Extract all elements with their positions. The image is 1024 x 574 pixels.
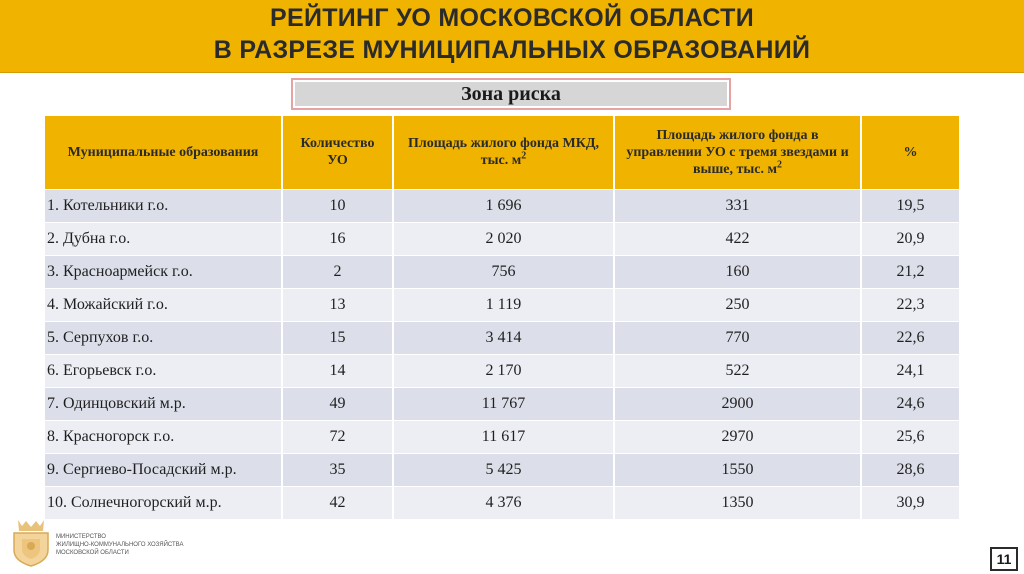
title-banner bbox=[0, 0, 1024, 73]
cell-percent: 20,9 bbox=[861, 222, 959, 255]
page-title-line-2: В РАЗРЕЗЕ МУНИЦИПАЛЬНЫХ ОБРАЗОВАНИЙ bbox=[213, 36, 811, 64]
cell-area-three-stars: 250 bbox=[614, 288, 861, 321]
coat-of-arms-icon bbox=[10, 516, 52, 568]
table-row bbox=[45, 255, 959, 288]
cell-municipality: 4. Можайский г.о. bbox=[45, 288, 282, 321]
cell-municipality: 6. Егорьевск г.о. bbox=[45, 354, 282, 387]
cell-municipality: 8. Красногорск г.о. bbox=[45, 420, 282, 453]
column-header-percent: % bbox=[861, 116, 959, 189]
cell-count: 10 bbox=[282, 189, 393, 222]
page-title bbox=[0, 2, 1024, 66]
cell-percent: 22,3 bbox=[861, 288, 959, 321]
cell-municipality: 2. Дубна г.о. bbox=[45, 222, 282, 255]
column-header-count: Количество УО bbox=[282, 116, 393, 189]
table-row bbox=[45, 486, 959, 519]
zone-label-box bbox=[291, 78, 731, 110]
cell-area-three-stars: 770 bbox=[614, 321, 861, 354]
cell-municipality: 10. Солнечногорский м.р. bbox=[45, 486, 282, 519]
cell-count: 72 bbox=[282, 420, 393, 453]
cell-area: 1 696 bbox=[393, 189, 614, 222]
cell-area-three-stars: 2970 bbox=[614, 420, 861, 453]
cell-area: 2 020 bbox=[393, 222, 614, 255]
table-row bbox=[45, 189, 959, 222]
cell-count: 13 bbox=[282, 288, 393, 321]
column-header-area-three-stars: Площадь жилого фонда в управлении УО с тремя звездами и выше, тыс. $м^2$ bbox=[614, 116, 861, 189]
rating-table bbox=[45, 116, 959, 519]
cell-percent: 28,6 bbox=[861, 453, 959, 486]
cell-municipality: 7. Одинцовский м.р. bbox=[45, 387, 282, 420]
cell-count: 2 bbox=[282, 255, 393, 288]
cell-percent: 25,6 bbox=[861, 420, 959, 453]
cell-area-three-stars: 422 bbox=[614, 222, 861, 255]
table-row bbox=[45, 354, 959, 387]
cell-municipality: 3. Красноармейск г.о. bbox=[45, 255, 282, 288]
cell-percent: 24,1 bbox=[861, 354, 959, 387]
column-header-area: Площадь жилого фонда МКД, тыс. $м^2$ bbox=[393, 116, 614, 189]
cell-percent: 22,6 bbox=[861, 321, 959, 354]
cell-area: 11 617 bbox=[393, 420, 614, 453]
cell-count: 42 bbox=[282, 486, 393, 519]
cell-area-three-stars: 331 bbox=[614, 189, 861, 222]
page-title-line-1: РЕЙТИНГ УО МОСКОВСКОЙ ОБЛАСТИ bbox=[270, 4, 754, 32]
cell-count: 35 bbox=[282, 453, 393, 486]
cell-area: 756 bbox=[393, 255, 614, 288]
cell-area-three-stars: 160 bbox=[614, 255, 861, 288]
cell-area-three-stars: 2900 bbox=[614, 387, 861, 420]
ministry-caption: МИНИСТЕРСТВО ЖИЛИЩНО-КОММУНАЛЬНОГО ХОЗЯЙСТВА МОСКОВСКОЙ ОБЛАСТИ bbox=[56, 534, 184, 556]
cell-area: 5 425 bbox=[393, 453, 614, 486]
cell-percent: 21,2 bbox=[861, 255, 959, 288]
zone-label: Зона риска bbox=[461, 83, 561, 105]
table-row bbox=[45, 453, 959, 486]
table-row bbox=[45, 420, 959, 453]
cell-municipality: 5. Серпухов г.о. bbox=[45, 321, 282, 354]
cell-count: 16 bbox=[282, 222, 393, 255]
page-number: 11 bbox=[990, 547, 1018, 571]
table-row bbox=[45, 288, 959, 321]
cell-count: 14 bbox=[282, 354, 393, 387]
table-header-row bbox=[45, 116, 959, 189]
cell-municipality: 1. Котельники г.о. bbox=[45, 189, 282, 222]
cell-percent: 24,6 bbox=[861, 387, 959, 420]
cell-percent: 19,5 bbox=[861, 189, 959, 222]
cell-area: 1 119 bbox=[393, 288, 614, 321]
table-row bbox=[45, 387, 959, 420]
cell-area: 11 767 bbox=[393, 387, 614, 420]
cell-area: 2 170 bbox=[393, 354, 614, 387]
cell-area-three-stars: 1550 bbox=[614, 453, 861, 486]
table-row bbox=[45, 321, 959, 354]
table-row bbox=[45, 222, 959, 255]
cell-area-three-stars: 522 bbox=[614, 354, 861, 387]
cell-count: 15 bbox=[282, 321, 393, 354]
cell-municipality: 9. Сергиево-Посадский м.р. bbox=[45, 453, 282, 486]
cell-area-three-stars: 1350 bbox=[614, 486, 861, 519]
cell-percent: 30,9 bbox=[861, 486, 959, 519]
column-header-municipality: Муниципальные образования bbox=[45, 116, 282, 189]
cell-count: 49 bbox=[282, 387, 393, 420]
cell-area: 3 414 bbox=[393, 321, 614, 354]
cell-area: 4 376 bbox=[393, 486, 614, 519]
